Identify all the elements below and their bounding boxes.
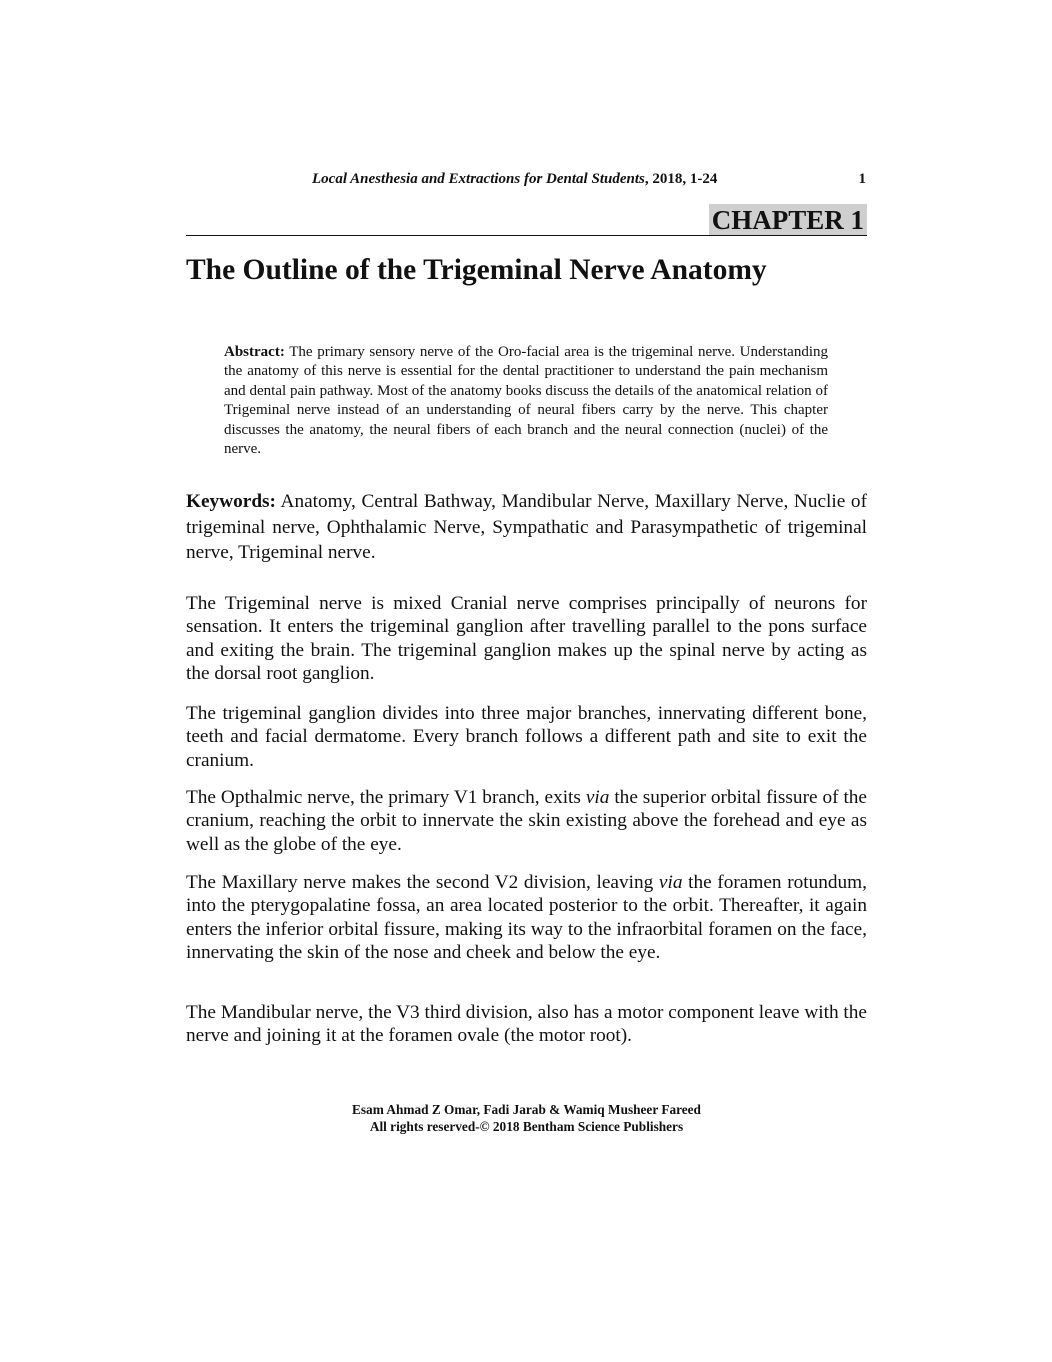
p4-text-start: The Maxillary nerve makes the second V2 division, leaving [186, 872, 659, 893]
footer-authors: Esam Ahmad Z Omar, Fadi Jarab & Wamiq Musheer Fareed [352, 1102, 701, 1117]
header-rule [186, 235, 867, 236]
page-footer [186, 1101, 867, 1135]
keywords-text: Anatomy, Central Bathway, Mandibular Nerve, Maxillary Nerve, Nuclie of trigeminal nerve, Ophthalamic Nerve, Sympathatic and Parasympathetic of trigeminal nerve, Trigeminal nerve. [186, 491, 867, 563]
chapter-title: The Outline of the Trigeminal Nerve Anatomy [186, 254, 767, 286]
running-header [186, 171, 866, 193]
journal-citation [312, 171, 717, 188]
p3-via: via [585, 787, 610, 808]
body-paragraph-1: The Trigeminal nerve is mixed Cranial nerve comprises principally of neurons for sensation. It enters the trigeminal ganglion after travelling parallel to the pons surface and exiting the brain. The trigeminal ganglion makes up the spinal nerve by acting as the dorsal root ganglion. [186, 593, 867, 684]
footer-copyright: All rights reserved-© 2018 Bentham Science Publishers [369, 1119, 684, 1134]
p3-text-end: the superior orbital fissure of the cranium, reaching the orbit to innervate the skin existing above the forehead and eye as well as the globe of the eye. [186, 787, 867, 855]
body-paragraph-3 [186, 786, 867, 856]
page-number: 1 [858, 171, 866, 187]
chapter-label: CHAPTER 1 [709, 204, 867, 236]
abstract [224, 343, 828, 459]
body-paragraph-5: The Mandibular nerve, the V3 third division, also has a motor component leave with the nerve and joining it at the foramen ovale (the motor root). [186, 1002, 867, 1047]
keywords-label: Keywords: [186, 491, 276, 512]
keywords [186, 489, 867, 566]
p3-text-start: The Opthalmic nerve, the primary V1 branch, exits [186, 787, 586, 808]
journal-year-pages: , 2018, 1-24 [644, 171, 718, 187]
p4-text-end: the foramen rotundum, into the pterygopalatine fossa, an area located posterior to the orbit. Thereafter, it again enters the inferior orbital fissure, making its way to the infraorbital foramen on the face, innervating the skin of the nose and cheek and below the eye. [186, 872, 867, 963]
abstract-label: Abstract: [224, 344, 285, 360]
body-paragraph-4 [186, 871, 867, 964]
journal-title: Local Anesthesia and Extractions for Dental Students [312, 171, 645, 187]
abstract-text: The primary sensory nerve of the Oro-facial area is the trigeminal nerve. Understanding the anatomy of this nerve is essential for the dental practitioner to understand the pain mechanism and dental pain pathway. Most of the anatomy books discuss the details of the anatomical relation of Trigeminal nerve instead of an understanding of neural fibers carry by the nerve. This chapter discusses the anatomy, the neural fibers of each branch and the neural connection (nuclei) of the nerve. [224, 344, 828, 458]
p4-via: via [658, 872, 683, 893]
body-paragraph-2: The trigeminal ganglion divides into three major branches, innervating different bone, teeth and facial dermatome. Every branch follows a different path and site to exit the cranium. [186, 703, 867, 771]
